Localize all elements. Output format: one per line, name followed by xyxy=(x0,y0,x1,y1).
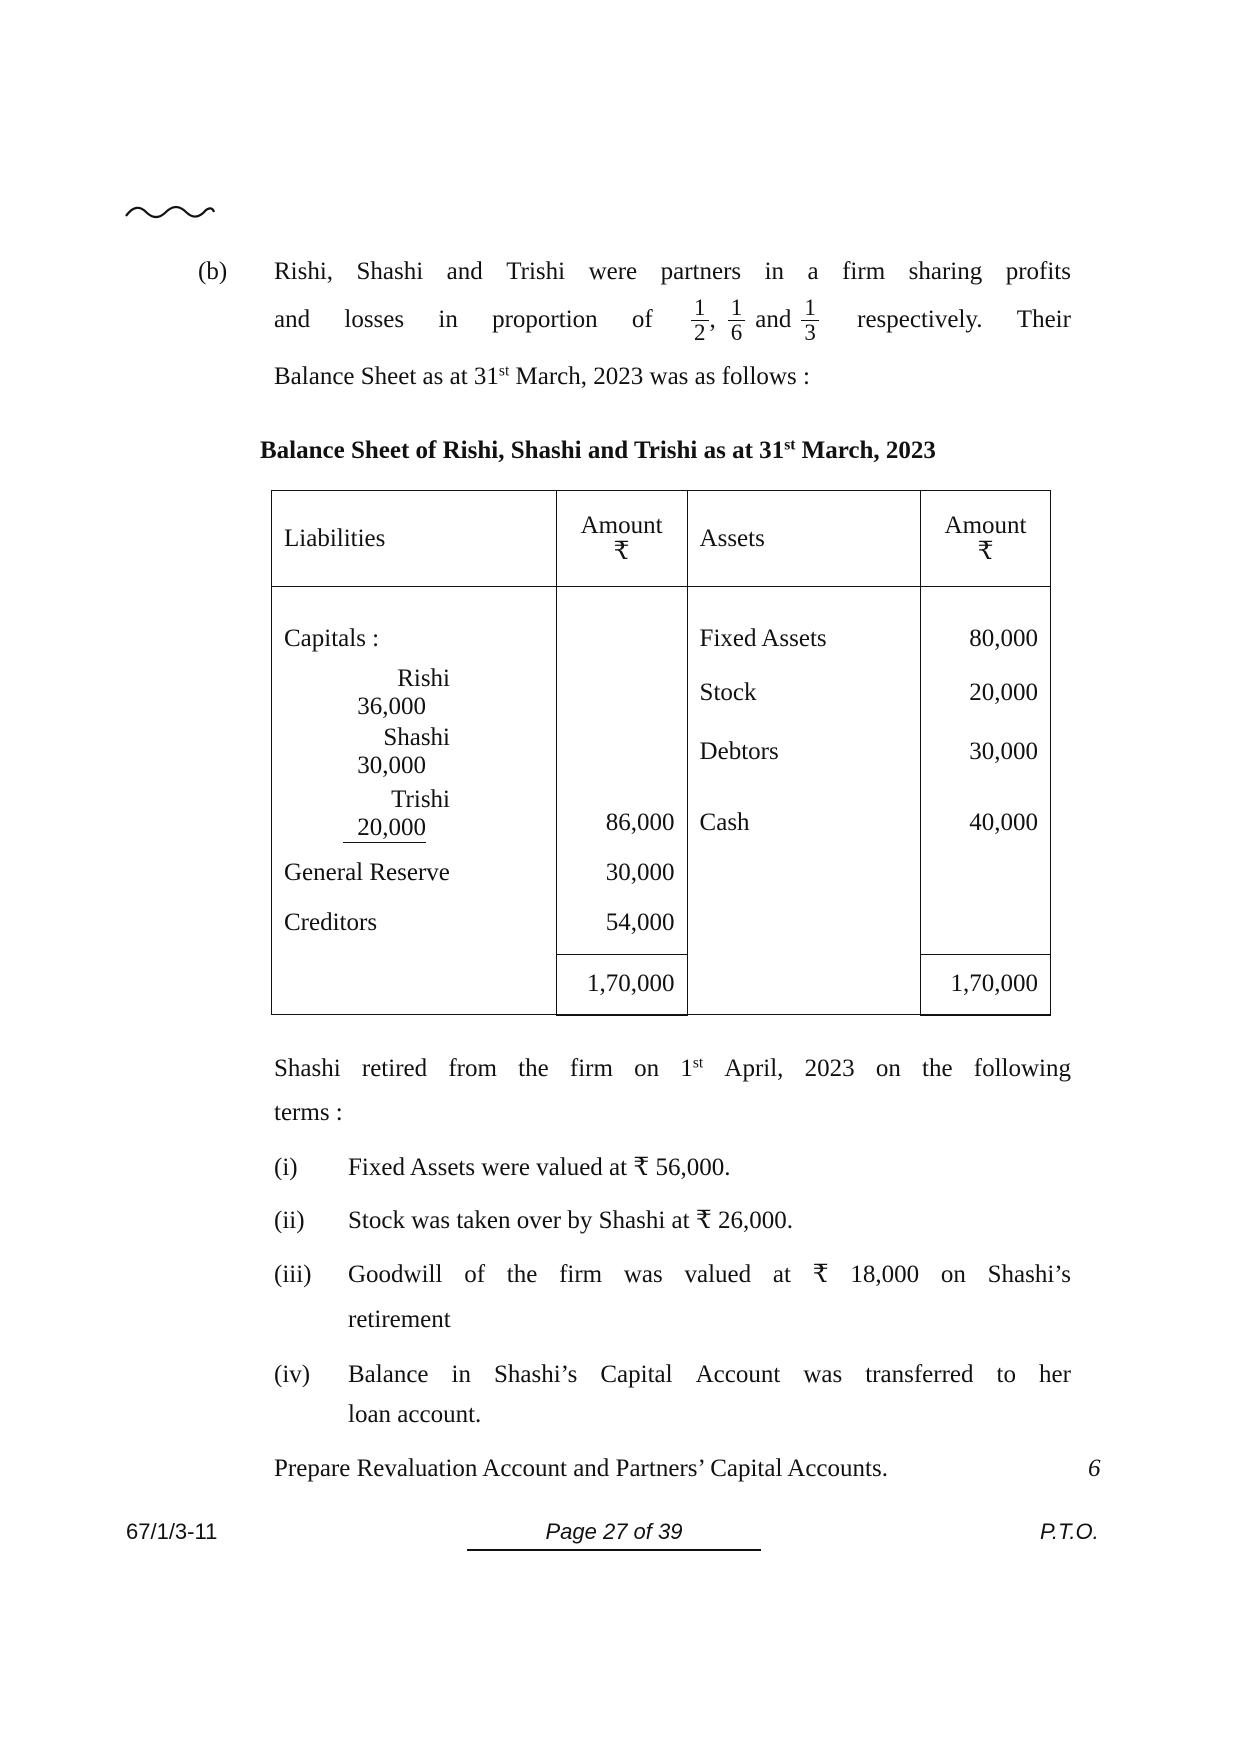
asset-amount: 30,000 xyxy=(921,724,1051,780)
retire-line-2: terms : xyxy=(274,1099,343,1126)
instruction-text: Prepare Revaluation Account and Partners’ Capital Accounts. xyxy=(274,1455,888,1482)
intro-line-2 xyxy=(274,288,1071,352)
word: valued xyxy=(684,1261,752,1288)
word: and xyxy=(446,258,483,285)
word: partners xyxy=(660,258,742,285)
liability-label: Creditors xyxy=(272,903,557,955)
word: Shashi xyxy=(274,1055,341,1082)
liability-amount: 30,000 xyxy=(556,843,687,903)
word: a xyxy=(807,258,819,285)
word: on xyxy=(940,1261,966,1288)
word: firm xyxy=(559,1261,603,1288)
word: Shashi xyxy=(356,258,424,285)
liability-amount: 54,000 xyxy=(556,903,687,955)
asset-amount: 40,000 xyxy=(921,780,1051,843)
word: from xyxy=(448,1055,497,1082)
total-liabilities: 1,70,000 xyxy=(556,955,687,1015)
word: 18,000 xyxy=(850,1261,920,1288)
table-title: Balance Sheet of Rishi, Shashi and Trishi as at 31st March, 2023 xyxy=(260,436,936,464)
ratio-fraction: $\frac{1}{2}$ xyxy=(691,296,709,345)
word: was xyxy=(623,1261,663,1288)
intro-line-3: Balance Sheet as at 31st March, 2023 was as follows : xyxy=(274,362,810,390)
wavy-line-decoration xyxy=(124,200,216,224)
term-text-line-1 xyxy=(348,1260,1071,1290)
partner-row: Rishi36,000 xyxy=(272,663,557,724)
part-label: (b) xyxy=(198,258,228,285)
word: at xyxy=(772,1261,791,1288)
word: 2023 xyxy=(804,1055,855,1082)
word: April, xyxy=(724,1055,784,1082)
footer-pto: P.T.O. xyxy=(1040,1519,1099,1544)
word: firm xyxy=(569,1055,613,1082)
word: transferred xyxy=(865,1361,974,1388)
word: following xyxy=(973,1055,1071,1082)
term-label: (iii) xyxy=(274,1261,312,1288)
term-text: Stock was taken over by Shashi at ₹ 26,000. xyxy=(348,1207,794,1234)
header-amount-liabilities: Amount ₹ xyxy=(556,491,687,587)
word: of xyxy=(464,1261,486,1288)
ratio-fraction: $\frac{1}{6}$ xyxy=(728,296,746,345)
term-text-line-2: loan account. xyxy=(348,1401,482,1428)
total-assets: 1,70,000 xyxy=(921,955,1051,1015)
asset-label: Fixed Assets xyxy=(687,587,921,663)
word: ₹ xyxy=(812,1261,829,1288)
profit-ratios xyxy=(687,296,823,345)
word: Shashi’s xyxy=(494,1361,578,1388)
word: losses xyxy=(344,306,405,333)
term-label: (i) xyxy=(274,1154,298,1181)
word: proportion xyxy=(492,306,598,333)
word: retired xyxy=(361,1055,428,1082)
word: respectively. xyxy=(857,306,983,333)
header-liabilities: Liabilities xyxy=(272,491,557,587)
word: in xyxy=(438,306,458,333)
ratio-fraction: $\frac{1}{3}$ xyxy=(801,296,819,345)
word: sharing xyxy=(908,258,983,285)
term-text-line-2: retirement xyxy=(348,1306,451,1333)
word: the xyxy=(518,1055,549,1082)
marks: 6 xyxy=(1088,1455,1101,1482)
footer-page-number: Page 27 of 39 xyxy=(467,1519,761,1551)
retire-line-1 xyxy=(274,1054,1071,1084)
word: Account xyxy=(695,1361,781,1388)
word: Their xyxy=(1016,306,1071,333)
word: on xyxy=(875,1055,901,1082)
word: her xyxy=(1038,1361,1071,1388)
liability-label: General Reserve xyxy=(272,843,557,903)
asset-label: Stock xyxy=(687,663,921,724)
word: Capital xyxy=(600,1361,673,1388)
capitals-total: 86,000 xyxy=(556,780,687,843)
word: firm xyxy=(842,258,886,285)
word: and xyxy=(755,306,792,333)
header-amount-assets: Amount ₹ xyxy=(921,491,1051,587)
word: on xyxy=(634,1055,660,1082)
partner-row: Trishi20,000 xyxy=(272,780,557,843)
asset-amount: 80,000 xyxy=(921,587,1051,663)
word: to xyxy=(996,1361,1016,1388)
word: profits xyxy=(1005,258,1071,285)
asset-amount: 20,000 xyxy=(921,663,1051,724)
partner-row: Shashi30,000 xyxy=(272,724,557,780)
footer-code: 67/1/3-11 xyxy=(126,1519,218,1544)
word: Balance xyxy=(348,1361,429,1388)
asset-label: Cash xyxy=(687,780,921,843)
word: Goodwill xyxy=(348,1261,443,1288)
word: in xyxy=(764,258,785,285)
word: the xyxy=(922,1055,953,1082)
word: the xyxy=(506,1261,538,1288)
term-label: (iv) xyxy=(274,1361,311,1388)
word: was xyxy=(803,1361,843,1388)
word: of xyxy=(631,306,653,333)
intro-line-1 xyxy=(274,257,1071,287)
word: and xyxy=(274,306,311,333)
term-label: (ii) xyxy=(274,1207,305,1234)
word: were xyxy=(588,258,638,285)
term-text-line-1 xyxy=(348,1360,1071,1390)
term-text: Fixed Assets were valued at ₹ 56,000. xyxy=(348,1154,731,1181)
word: Trishi xyxy=(506,258,566,285)
word: Shashi’s xyxy=(987,1261,1071,1288)
balance-sheet-table xyxy=(271,490,1051,1016)
ratio-separator: , xyxy=(709,306,716,333)
asset-label: Debtors xyxy=(687,724,921,780)
capitals-label: Capitals : xyxy=(272,587,557,663)
header-assets: Assets xyxy=(687,491,921,587)
word: Rishi, xyxy=(274,258,334,285)
date-ordinal: 1st xyxy=(680,1054,704,1082)
word: in xyxy=(451,1361,471,1388)
